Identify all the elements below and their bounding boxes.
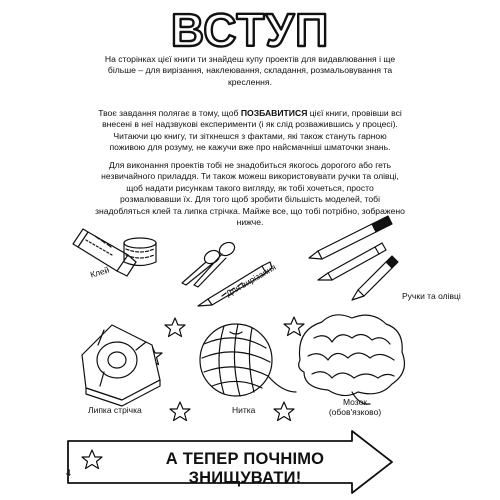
star-icon: [170, 402, 190, 421]
tape-dispenser-icon: [82, 325, 160, 406]
intro-paragraph-3: Для виконання проектів тобі не знадобиться якогось дорогого або геть незвичайного приладдя. Ти також можеш використовувати ручки та олівці, щоб надати рисункам такого вигляду, як тобі хочеться, просто розмалювавши їх. Для того щоб зробити більшість моделей, тобі знадобляться клей та липка стрічка. Майже все, що тобі потрібно, зображено нижче.: [95, 160, 405, 228]
banner-text: А ТЕПЕР ПОЧНІМО ЗНИЩУВАТИ!: [165, 450, 325, 487]
star-icon: [284, 317, 304, 336]
brain-icon: [299, 315, 405, 404]
pens-label: Ручки та олівці: [402, 291, 461, 301]
intro-paragraph-2-emphasis: ПОЗБАВИТИСЯ: [240, 108, 308, 118]
marker-pen-icon: [309, 216, 392, 259]
intro-paragraph-2-start: Твоє завдання полягає в тому, щоб: [98, 108, 241, 118]
glue-label: Клей: [89, 264, 111, 280]
thread-ball-icon: [200, 324, 296, 396]
thread-label: Нитка: [232, 405, 256, 415]
page-number: 4: [66, 468, 72, 478]
cutting-label: Для вирізання: [224, 261, 278, 299]
intro-paragraph-2-end: цієї книги, провівши всі внесені в неї надзвукові експерименти (і як слід розважившись у процесі). Читаючи цю книгу, ти зіткнешся з фактами, які також стануть гарною поживою для розуму, не кажучи вже про найсмачніші шматочки знань.: [102, 108, 402, 153]
brain-label-name: Мозок: [342, 397, 368, 407]
page-title-text: ВСТУП: [170, 4, 330, 54]
glue-jar-icon: [124, 238, 156, 266]
tape-label: Липка стрічка: [88, 405, 142, 415]
brain-label-note: (обов'язково): [328, 407, 382, 417]
scissors-icon: [182, 240, 237, 287]
star-icon: [165, 318, 185, 337]
intro-paragraph-1: На сторінках цієї книги ти знайдеш купу проектів для видавлювання і ще більше – для вирізання, наклеювання, складання, розмальовування та креслення.: [104, 54, 396, 87]
brain-label: [318, 397, 392, 417]
star-icon: [274, 402, 294, 421]
